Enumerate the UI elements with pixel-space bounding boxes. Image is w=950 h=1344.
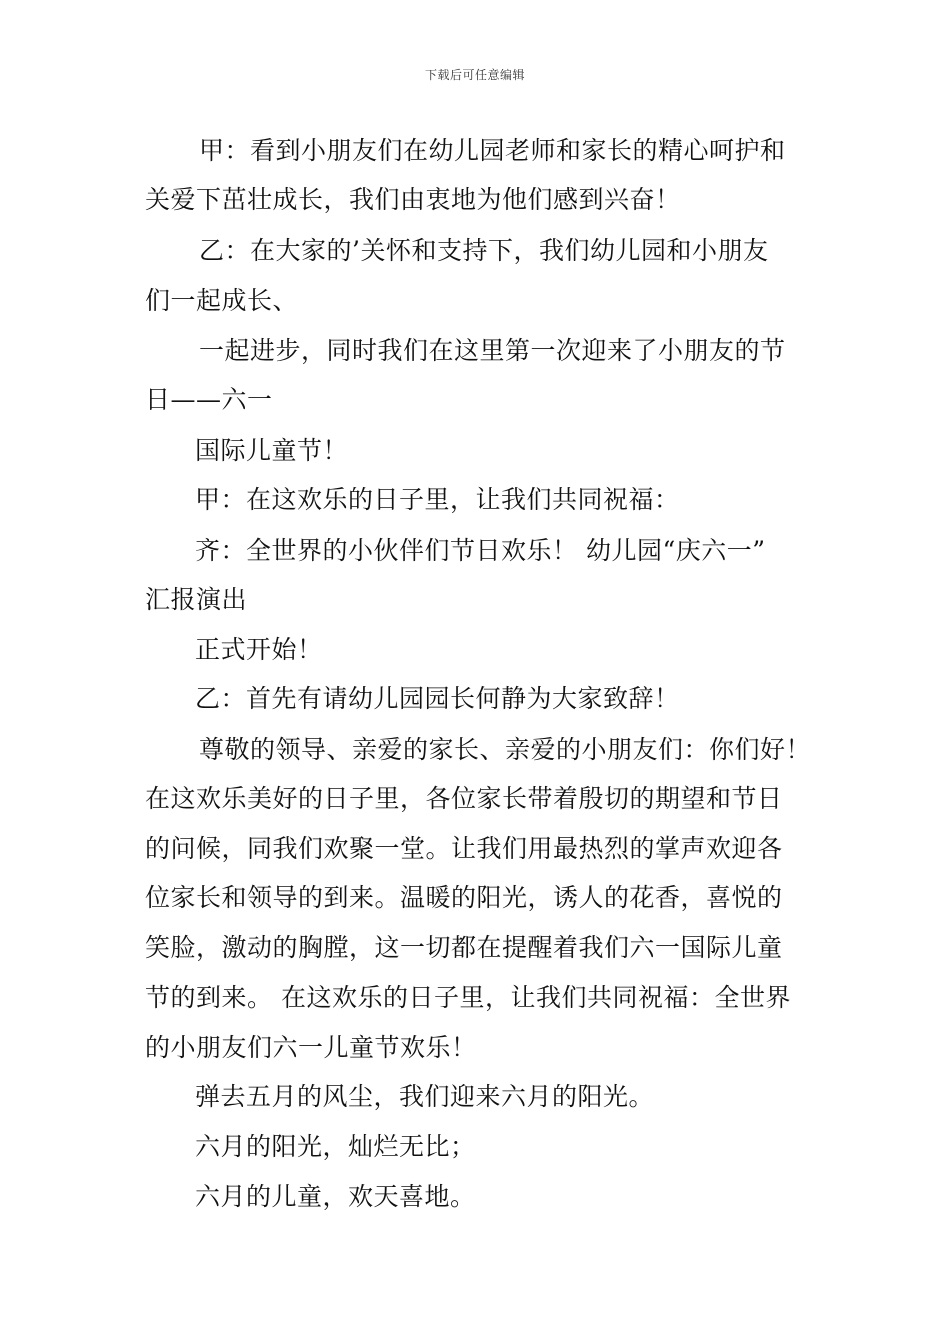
text-line: 齐：全世界的小伙伴们节日欢乐！ 幼儿园“庆六一” bbox=[195, 536, 766, 565]
text-line: 尊敬的领导、亲爱的家长、亲爱的小朋友们：你们好！ bbox=[199, 735, 812, 764]
text-line: 一起进步，同时我们在这里第一次迎来了小朋友的节 bbox=[199, 336, 786, 365]
text-line: 位家长和领导的到来。温暖的阳光，诱人的花香，喜悦的 bbox=[145, 883, 783, 912]
text-line: 六月的阳光，灿烂无比； bbox=[195, 1132, 476, 1161]
text-line: 正式开始！ bbox=[195, 635, 323, 664]
text-line: 国际儿童节！ bbox=[195, 436, 349, 465]
text-line: 甲：在这欢乐的日子里，让我们共同祝福： bbox=[195, 485, 680, 514]
text-line: 们一起成长、 bbox=[145, 286, 299, 315]
text-line: 汇报演出 bbox=[145, 585, 248, 614]
text-line: 关爱下茁壮成长，我们由衷地为他们感到兴奋！ bbox=[145, 185, 681, 214]
text-line: 的小朋友们六一儿童节欢乐！ bbox=[145, 1033, 477, 1062]
text-line: 节的到来。 在这欢乐的日子里，让我们共同祝福：全世界 bbox=[145, 983, 791, 1012]
text-line: 笑脸，激动的胸膛，这一切都在提醒着我们六一国际儿童 bbox=[145, 933, 783, 962]
text-line: 甲：看到小朋友们在幼儿园老师和家长的精心呵护和 bbox=[199, 136, 786, 165]
text-line: 六月的儿童，欢天喜地。 bbox=[195, 1182, 476, 1211]
header-note: 下载后可任意编辑 bbox=[424, 68, 525, 82]
text-line: 在这欢乐美好的日子里，各位家长带着殷切的期望和节日 bbox=[145, 784, 783, 813]
text-line: 乙：在大家的’关怀和支持下，我们幼儿园和小朋友 bbox=[199, 236, 769, 265]
text-line: 日——六一 bbox=[145, 385, 273, 414]
text-line: 弹去五月的风尘，我们迎来六月的阳光。 bbox=[195, 1082, 655, 1111]
text-line: 的问候，同我们欢聚一堂。让我们用最热烈的掌声欢迎各 bbox=[145, 834, 783, 863]
text-line: 乙：首先有请幼儿园园长何静为大家致辞！ bbox=[195, 684, 680, 713]
